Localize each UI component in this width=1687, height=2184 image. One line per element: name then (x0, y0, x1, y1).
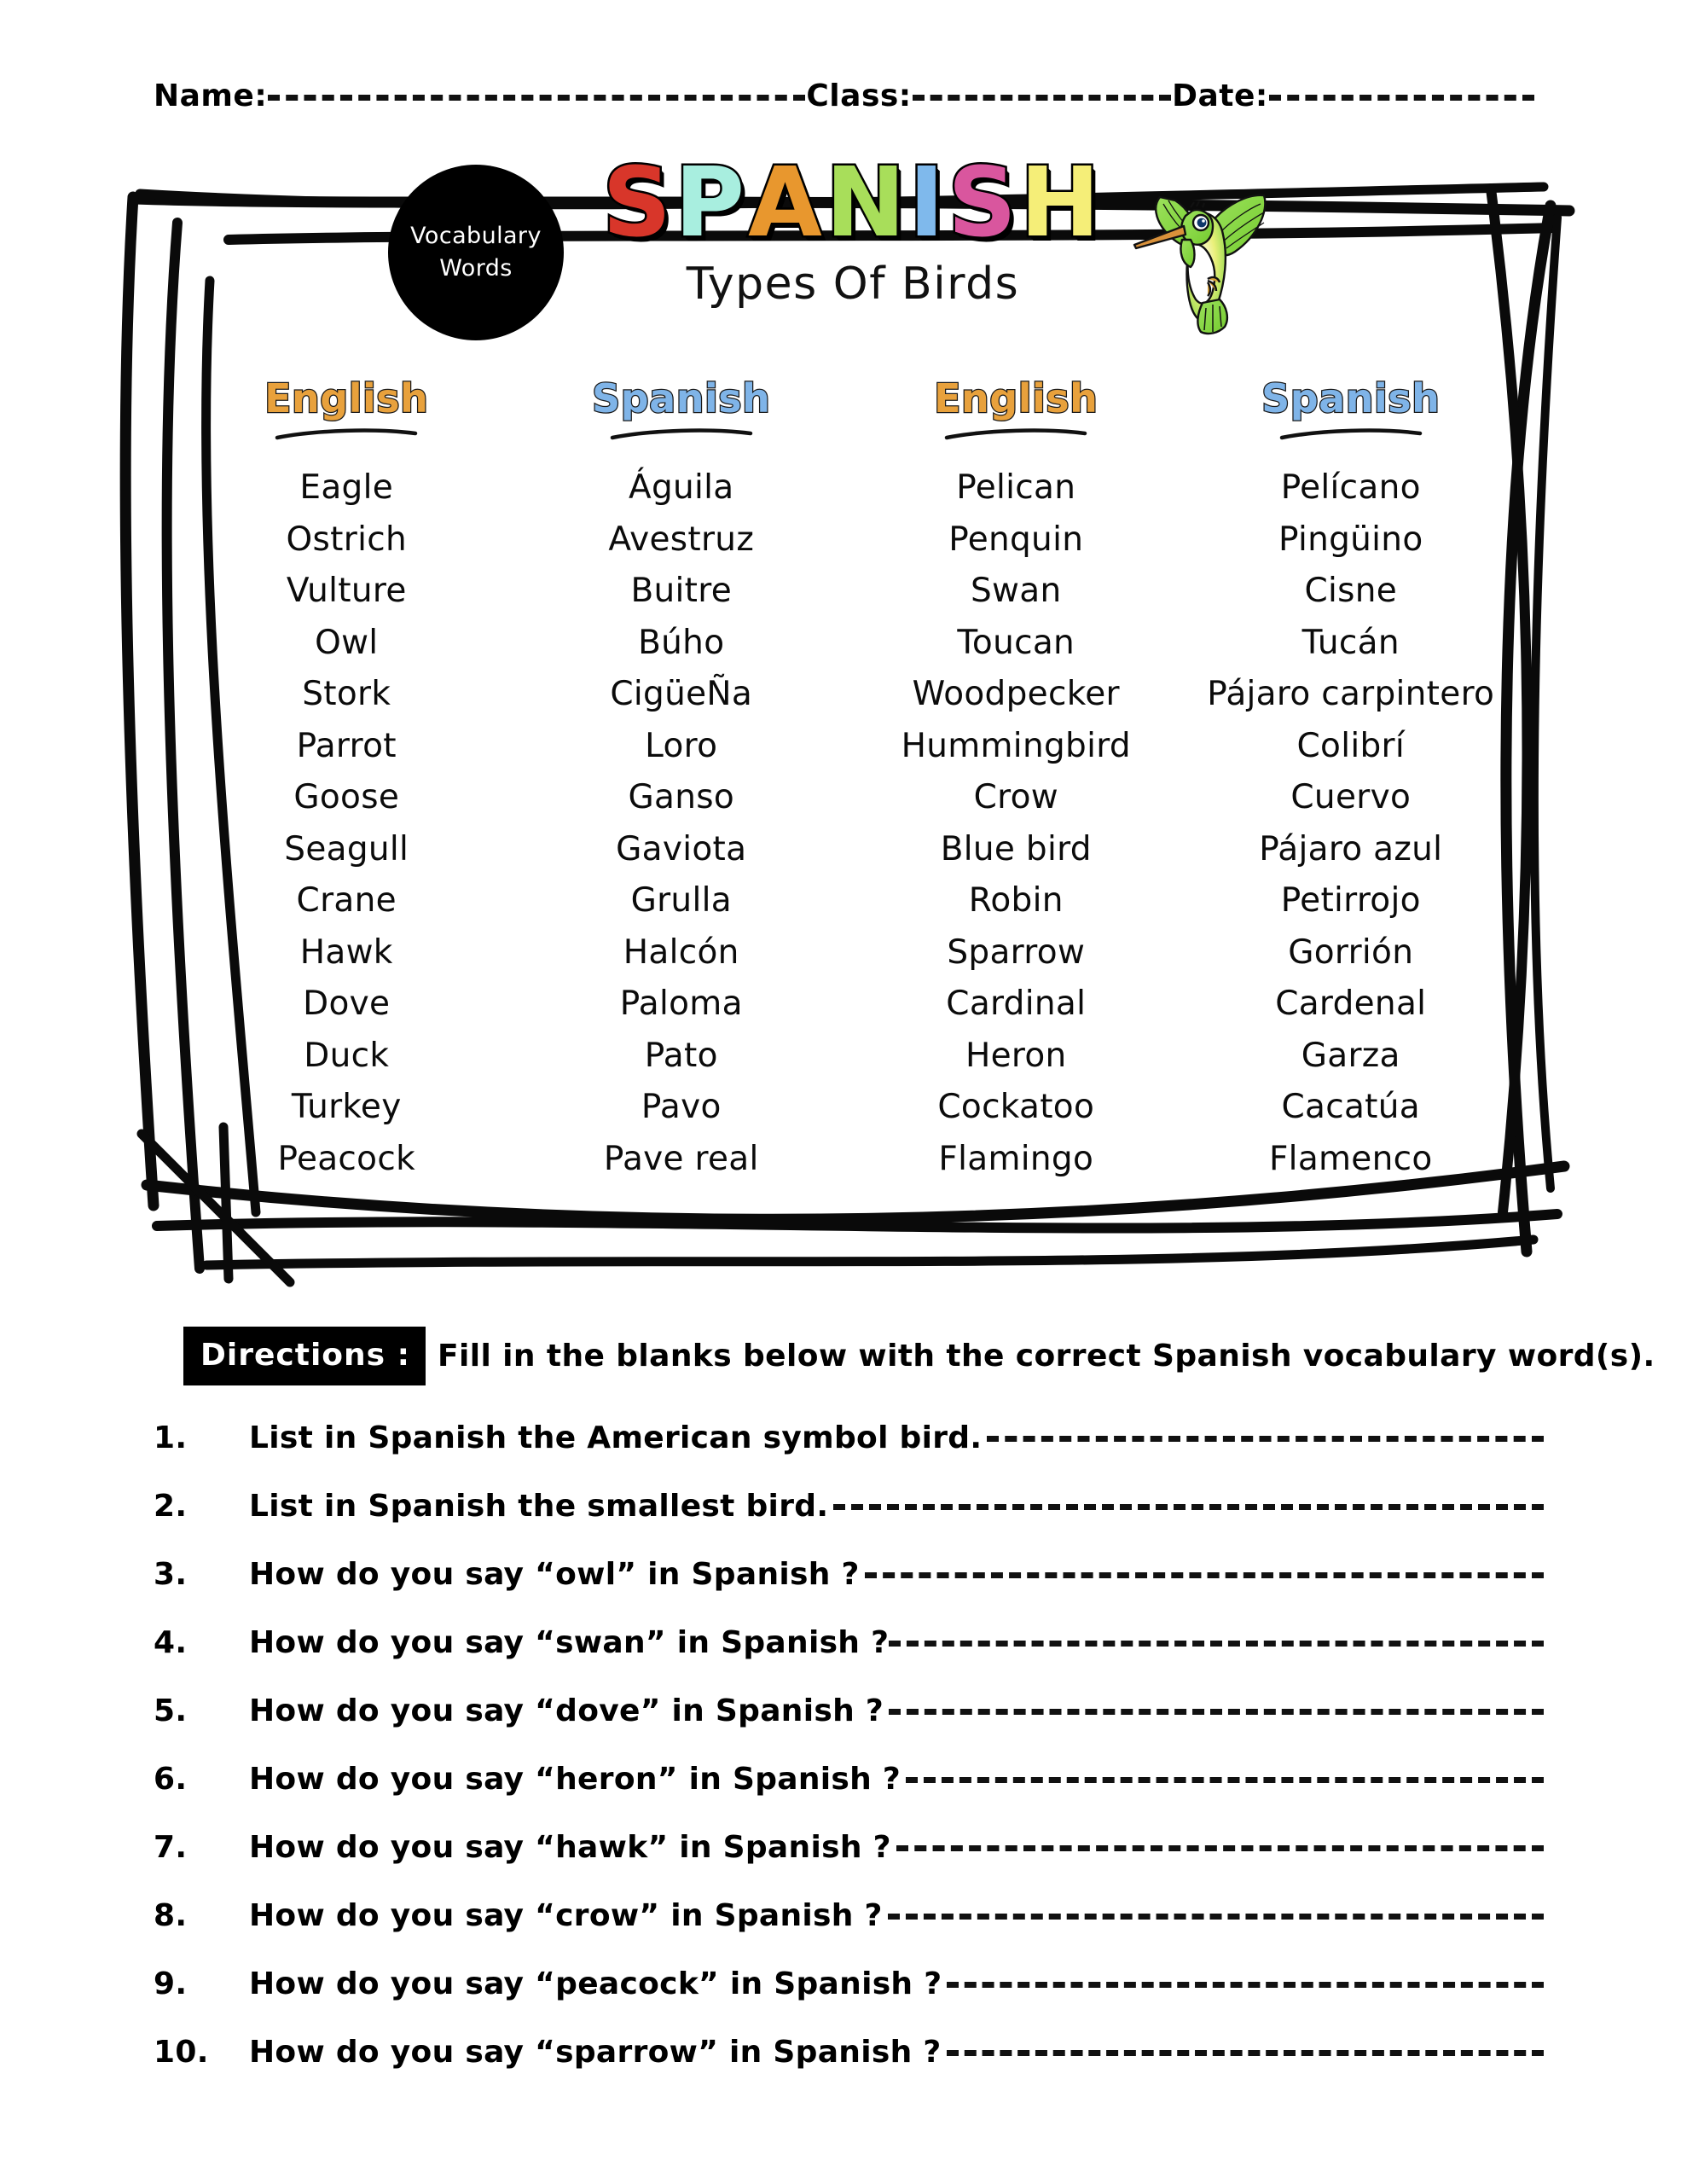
question-number: 8. (154, 1898, 188, 1933)
vocabulary-word: Duck (304, 1036, 390, 1075)
vocabulary-table (179, 375, 1518, 1185)
vocabulary-word: Flamenco (1268, 1139, 1433, 1178)
vocabulary-word: Turkey (291, 1088, 402, 1126)
date-blank[interactable] (1269, 95, 1534, 101)
vocabulary-word: Pato (644, 1036, 718, 1075)
table-body (179, 462, 1518, 1185)
vocabulary-word: Hawk (299, 932, 393, 972)
question-row (154, 1830, 1544, 1898)
vocabulary-word: Vulture (286, 572, 407, 610)
answer-blank[interactable] (833, 1504, 1544, 1510)
vocabulary-word: Grulla (630, 881, 732, 920)
title-letter-0: S (602, 148, 675, 258)
header-underline (943, 427, 1088, 440)
question-row (154, 1557, 1544, 1625)
column-header-label: Spanish (592, 375, 771, 421)
title-letter-4: I (908, 148, 948, 258)
question-number: 9. (154, 1966, 188, 2001)
title-block (588, 148, 1117, 311)
answer-blank[interactable] (888, 1914, 1544, 1920)
question-text: How do you say “crow” in Spanish ? (249, 1898, 883, 1933)
vocabulary-word: Búho (638, 623, 725, 662)
vocabulary-word: Tucán (1301, 623, 1400, 662)
title-letter-5: S (948, 148, 1020, 258)
answer-blank[interactable] (947, 1982, 1544, 1988)
vocabulary-word: Pave real (603, 1139, 759, 1178)
vocabulary-word: Colibrí (1296, 726, 1405, 765)
date-label: Date: (1172, 78, 1268, 113)
vocabulary-word: Garza (1301, 1036, 1400, 1075)
column-header-label: English (934, 375, 1099, 421)
vocabulary-word: Cardenal (1275, 985, 1427, 1023)
column-header-spanish-left (514, 375, 849, 440)
class-label: Class: (806, 78, 912, 113)
vocabulary-word: Sparrow (947, 932, 1086, 972)
vocabulary-word: Pelícano (1280, 468, 1421, 507)
vocabulary-word: Flamingo (938, 1139, 1094, 1178)
vocabulary-word: Peacock (277, 1139, 415, 1178)
vocabulary-word: Loro (645, 726, 718, 765)
badge-line-1: Vocabulary (410, 222, 542, 249)
vocabulary-word: Pavo (641, 1088, 722, 1126)
header-underline (609, 427, 754, 440)
column-spanish-right (1184, 462, 1519, 1185)
vocabulary-word: Pelican (956, 468, 1076, 507)
vocabulary-word: Paloma (619, 985, 743, 1023)
question-row (154, 1762, 1544, 1830)
question-row (154, 1693, 1544, 1762)
question-text: How do you say “peacock” in Spanish ? (249, 1966, 942, 2001)
question-row (154, 1420, 1544, 1489)
directions-text: Fill in the blanks below with the correct Spanish vocabulary word(s). (438, 1339, 1655, 1374)
answer-blank[interactable] (889, 1709, 1544, 1715)
question-text: How do you say “swan” in Spanish ? (249, 1625, 890, 1660)
question-number: 10. (154, 2035, 209, 2070)
vocabulary-word: Dove (303, 985, 391, 1023)
name-blank[interactable] (268, 95, 805, 101)
vocabulary-word: Eagle (299, 468, 394, 507)
page-subtitle: Types Of Birds (686, 258, 1020, 311)
student-info-row (154, 78, 1535, 113)
vocabulary-word: Ganso (628, 778, 735, 816)
column-english-left (179, 462, 514, 1185)
question-text: How do you say “hawk” in Spanish ? (249, 1830, 891, 1865)
title-letter-3: N (825, 148, 909, 258)
question-row (154, 1898, 1544, 1966)
header-underline (274, 427, 419, 440)
question-row (154, 2035, 1544, 2103)
page-title (588, 148, 1117, 258)
vocabulary-word: Cardinal (946, 985, 1087, 1023)
answer-blank[interactable] (896, 1845, 1544, 1851)
table-header-row (179, 375, 1518, 440)
vocabulary-word: Petirrojo (1280, 881, 1421, 920)
vocabulary-word: Robin (968, 881, 1064, 920)
answer-blank[interactable] (987, 1436, 1544, 1442)
question-text: How do you say “owl” in Spanish ? (249, 1557, 860, 1592)
vocabulary-word: Ostrich (286, 520, 407, 559)
question-row (154, 1625, 1544, 1693)
column-header-english-right (849, 375, 1184, 440)
vocabulary-word: Gorrión (1288, 932, 1414, 972)
question-text: How do you say “heron” in Spanish ? (249, 1762, 901, 1797)
vocabulary-word: Avestruz (608, 520, 755, 559)
vocabulary-word: Penquin (948, 520, 1084, 559)
directions-bar (183, 1327, 1655, 1385)
vocabulary-word: Cisne (1304, 572, 1398, 610)
vocabulary-word: Cacatúa (1281, 1088, 1420, 1126)
vocabulary-word: Woodpecker (912, 675, 1120, 713)
vocabulary-word: Hummingbird (901, 726, 1131, 765)
question-number: 4. (154, 1625, 188, 1660)
vocabulary-word: Águila (628, 468, 734, 507)
header-underline (1278, 427, 1423, 440)
question-number: 6. (154, 1762, 188, 1797)
question-text: How do you say “dove” in Spanish ? (249, 1693, 884, 1728)
vocabulary-word: Blue bird (940, 829, 1092, 868)
name-label: Name: (154, 78, 268, 113)
vocabulary-words-badge (388, 165, 564, 340)
answer-blank[interactable] (906, 1777, 1544, 1783)
hummingbird-icon (1119, 166, 1281, 337)
vocabulary-word: Cuervo (1290, 778, 1412, 816)
vocabulary-word: Crow (973, 778, 1058, 816)
vocabulary-word: Gaviota (616, 829, 747, 868)
questions-list (154, 1420, 1544, 2103)
question-text: List in Spanish the smallest bird. (249, 1489, 829, 1524)
question-row (154, 1489, 1544, 1557)
column-header-english-left (179, 375, 514, 440)
question-number: 5. (154, 1693, 188, 1728)
question-row (154, 1966, 1544, 2035)
vocabulary-word: Toucan (957, 623, 1075, 662)
vocabulary-word: Cockatoo (937, 1088, 1095, 1126)
answer-blank[interactable] (889, 1641, 1544, 1647)
vocabulary-word: Pájaro azul (1259, 829, 1443, 868)
column-header-label: Spanish (1261, 375, 1441, 421)
vocabulary-word: Parrot (296, 726, 397, 765)
question-number: 7. (154, 1830, 188, 1865)
badge-line-2: Words (439, 255, 513, 282)
title-letter-2: A (748, 148, 826, 258)
vocabulary-word: Goose (293, 778, 400, 816)
vocabulary-word: Swan (971, 572, 1062, 610)
vocabulary-word: Heron (965, 1036, 1067, 1075)
vocabulary-word: Pájaro carpintero (1207, 675, 1495, 713)
vocabulary-word: Pingüino (1278, 520, 1423, 559)
vocabulary-word: Crane (296, 881, 397, 920)
title-letter-6: H (1019, 148, 1104, 258)
vocabulary-word: Stork (302, 675, 391, 713)
vocabulary-word: CigüeÑa (610, 675, 753, 713)
question-number: 3. (154, 1557, 188, 1592)
column-header-spanish-right (1184, 375, 1519, 440)
question-number: 2. (154, 1489, 188, 1524)
question-text: How do you say “sparrow” in Spanish ? (249, 2035, 942, 2070)
vocabulary-word: Buitre (630, 572, 733, 610)
vocabulary-word: Halcón (623, 932, 739, 972)
vocabulary-word: Owl (315, 623, 379, 662)
directions-label: Directions : (183, 1327, 426, 1385)
class-blank[interactable] (913, 95, 1171, 101)
answer-blank[interactable] (865, 1572, 1544, 1578)
answer-blank[interactable] (947, 2050, 1544, 2056)
vocabulary-word: Seagull (284, 829, 409, 868)
column-english-right (849, 462, 1184, 1185)
question-text: List in Spanish the American symbol bird. (249, 1420, 983, 1455)
title-letter-1: P (675, 148, 749, 258)
column-header-label: English (264, 375, 429, 421)
column-spanish-left (514, 462, 849, 1185)
question-number: 1. (154, 1420, 188, 1455)
